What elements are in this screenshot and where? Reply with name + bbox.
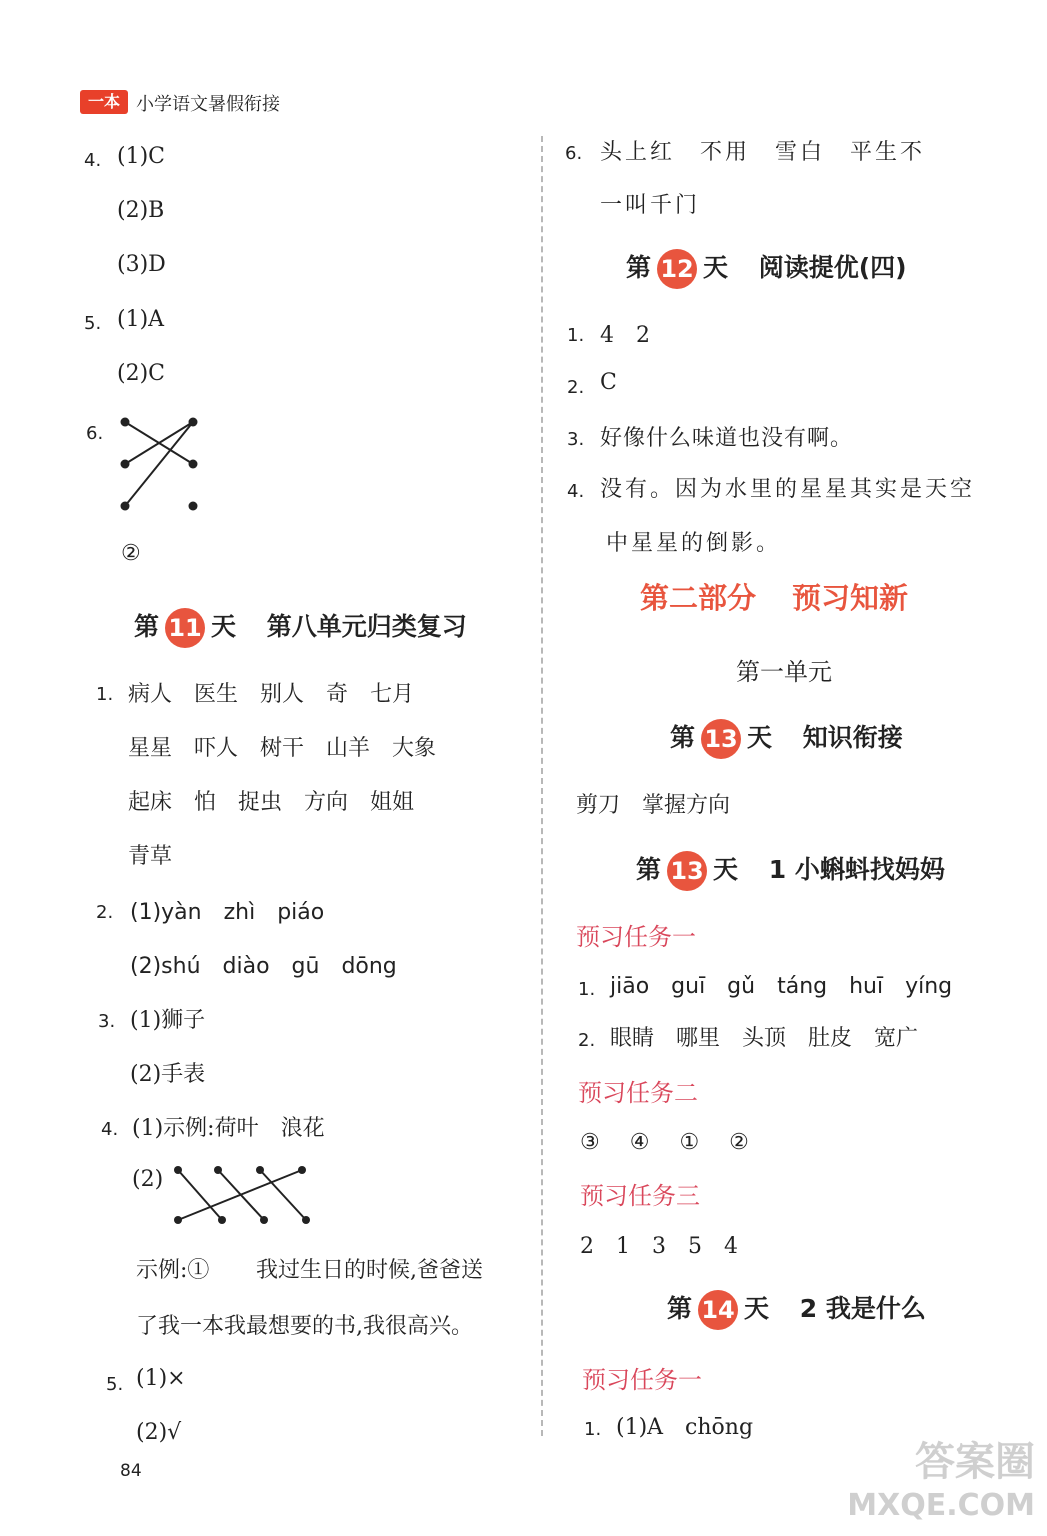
q5-answer-1: (1)A	[117, 307, 165, 332]
s5-label: 5.	[106, 1374, 124, 1395]
task-three-heading: 预习任务三	[580, 1182, 700, 1210]
task-three-answer: 2 1 3 5 4	[580, 1234, 738, 1259]
r1-label: 1.	[567, 325, 585, 346]
day12-badge: 12	[657, 249, 697, 289]
q6-label: 6.	[86, 423, 104, 444]
part-two-subtitle: 预习知新	[792, 581, 909, 615]
watermark-line-2: MXQE.COM	[847, 1488, 1035, 1523]
r-q6-label: 6.	[565, 143, 583, 164]
s1-line-4: 青草	[128, 844, 173, 869]
day13b-heading	[636, 850, 945, 891]
day14-suffix: 天	[744, 1294, 770, 1323]
last-label: 1.	[584, 1419, 602, 1440]
task-one-heading-2: 预习任务一	[582, 1366, 702, 1394]
column-divider	[541, 136, 543, 1436]
day11-prefix: 第	[134, 612, 160, 641]
day11-suffix: 天	[211, 612, 237, 641]
day12-title: 阅读提优(四)	[758, 253, 907, 282]
s2-label: 2.	[96, 902, 114, 923]
t1-label: 1.	[578, 979, 596, 1000]
day13b-badge: 13	[667, 851, 707, 891]
matching-lines-diagram	[115, 412, 205, 512]
task-one-heading: 预习任务一	[576, 923, 696, 951]
day13b-prefix: 第	[636, 855, 662, 884]
brand-logo: 一本	[80, 90, 128, 114]
r-q6-line-2: 一叫千门	[600, 193, 701, 218]
q4-label: 4.	[84, 150, 102, 171]
r4-answer-line-1: 没有。因为水里的星星其实是天空	[600, 477, 976, 502]
day11-title: 第八单元归类复习	[266, 612, 467, 641]
s1-line-3: 起床 怕 捉虫 方向 姐姐	[128, 790, 415, 815]
s4-label: 4.	[101, 1119, 119, 1140]
q5-answer-2: (2)C	[117, 361, 165, 386]
r2-label: 2.	[567, 377, 585, 398]
book-title: 小学语文暑假衔接	[136, 94, 280, 115]
r-q6-line-1: 头上红 不用 雪白 平生不	[600, 140, 926, 165]
q4-answer-1: (1)C	[117, 144, 165, 169]
r3-answer: 好像什么味道也没有啊。	[600, 426, 854, 451]
s4-answer-2: (2)	[132, 1167, 164, 1192]
s1-line-2: 星星 吓人 树干 山羊 大象	[128, 736, 437, 761]
watermark	[847, 1440, 1035, 1528]
page-number: 84	[120, 1461, 142, 1481]
day12-prefix: 第	[626, 253, 652, 282]
s1-line-1: 病人 医生 别人 奇 七月	[128, 682, 415, 707]
r2-answer: C	[600, 370, 617, 395]
s2-answer-2: (2)shú diào gū dōng	[130, 954, 397, 979]
q4-answer-3: (3)D	[117, 252, 166, 277]
day13a-title: 知识衔接	[802, 723, 903, 752]
day13a-prefix: 第	[670, 723, 696, 752]
day13a-heading	[670, 718, 903, 759]
day14-badge: 14	[698, 1290, 738, 1330]
watermark-line-1: 答案圈	[915, 1439, 1035, 1485]
q5-label: 5.	[84, 313, 102, 334]
task-two-answer: ③ ④ ① ②	[580, 1130, 753, 1155]
t1-answer: jiāo guī gǔ táng huī yíng	[610, 974, 953, 999]
r3-label: 3.	[567, 429, 585, 450]
k1-answer: 剪刀 掌握方向	[576, 793, 731, 818]
r1-answer: 4 2	[600, 323, 650, 348]
s5-answer-2: (2)√	[136, 1420, 182, 1445]
s1-label: 1.	[96, 684, 114, 705]
day14-title: 2 我是什么	[799, 1294, 926, 1323]
t2-answer: 眼睛 哪里 头顶 肚皮 宽广	[610, 1026, 919, 1051]
s5-answer-1: (1)×	[136, 1366, 186, 1391]
q4-answer-2: (2)B	[117, 198, 165, 223]
day13a-suffix: 天	[747, 723, 773, 752]
s4-example-label: 示例:①	[136, 1258, 210, 1283]
day13a-badge: 13	[701, 719, 741, 759]
s3-answer-1: (1)狮子	[130, 1008, 206, 1033]
day11-badge: 11	[165, 608, 205, 648]
day13b-title: 1 小蝌蚪找妈妈	[768, 855, 945, 884]
task-two-heading: 预习任务二	[578, 1079, 698, 1107]
day11-heading	[134, 607, 467, 648]
s3-answer-2: (2)手表	[130, 1062, 206, 1087]
q6-answer: ②	[121, 541, 141, 566]
s2-answer-1: (1)yàn zhì piáo	[130, 900, 325, 925]
matching-lines-diagram-2	[168, 1160, 316, 1232]
r4-label: 4.	[567, 481, 585, 502]
r4-answer-line-2: 中星星的倒影。	[606, 531, 782, 556]
day12-heading	[626, 248, 907, 289]
s4-example-line-1: 我过生日的时候,爸爸送	[256, 1258, 483, 1283]
s4-example-line-2: 了我一本我最想要的书,我很高兴。	[136, 1314, 473, 1339]
t2-label: 2.	[578, 1030, 596, 1051]
unit-one-heading: 第一单元	[736, 658, 832, 686]
part-two-heading	[640, 576, 908, 617]
day12-suffix: 天	[703, 253, 729, 282]
s4-answer-1: (1)示例:荷叶 浪花	[132, 1116, 325, 1141]
day13b-suffix: 天	[713, 855, 739, 884]
day14-prefix: 第	[667, 1294, 693, 1323]
last-answer: (1)A chōng	[616, 1415, 754, 1440]
day14-heading	[667, 1289, 926, 1330]
part-two-label: 第二部分	[640, 581, 757, 615]
s3-label: 3.	[98, 1011, 116, 1032]
